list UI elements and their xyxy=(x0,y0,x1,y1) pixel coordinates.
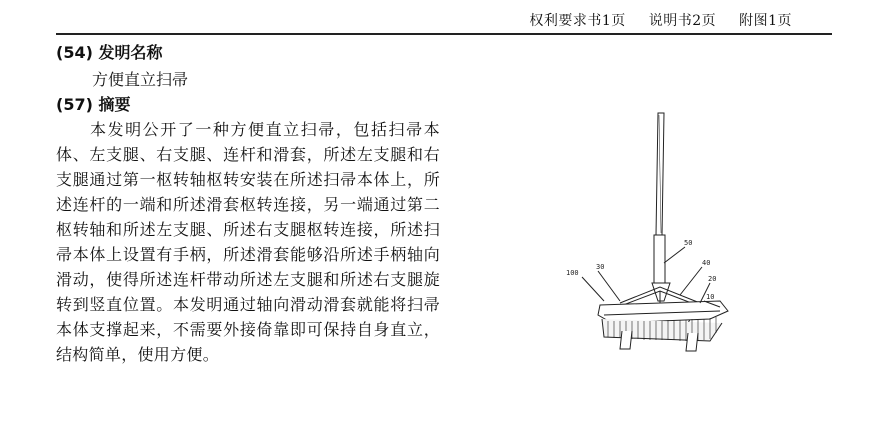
drawings-page-count: 附图1页 xyxy=(739,13,792,29)
claims-page-count: 权利要求书1页 xyxy=(529,13,626,29)
invention-title-label: (54) 发明名称 xyxy=(56,43,163,62)
figure-label: 40 xyxy=(702,259,711,267)
description-page-count: 说明书2页 xyxy=(648,13,717,29)
figure-label: 10 xyxy=(706,293,715,301)
abstract-label: (57) 摘要 xyxy=(56,95,131,114)
figure-label: 50 xyxy=(684,239,693,247)
document-header xyxy=(0,0,870,34)
header-rule xyxy=(56,33,832,35)
abstract-text: 本发明公开了一种方便直立扫帚，包括扫帚本体、左支腿、右支腿、连杆和滑套，所述左支腿和右支腿通过第一枢转轴枢转安装在所述扫帚本体上，所述连杆的一端和所述滑套枢转连接，另一端通过第二枢转轴和所述左支腿、所述右支腿枢转连接，所述扫帚本体上设置有手柄，所述滑套能够沿所述手柄轴向滑动，使得所述连杆带动所述左支腿和所述右支腿旋转到竖直位置。本发明通过轴向滑动滑套就能将扫帚本体支撑起来，不需要外接倚靠即可保持自身直立，结构简单，使用方便。 xyxy=(56,120,440,364)
invention-title: 方便直立扫帚 xyxy=(92,70,189,89)
figure-label: 100 xyxy=(566,269,579,277)
header-page-counts xyxy=(511,10,792,30)
figure-label: 30 xyxy=(596,263,605,271)
broom-drawing xyxy=(560,105,750,355)
figure-label: 20 xyxy=(708,275,717,283)
